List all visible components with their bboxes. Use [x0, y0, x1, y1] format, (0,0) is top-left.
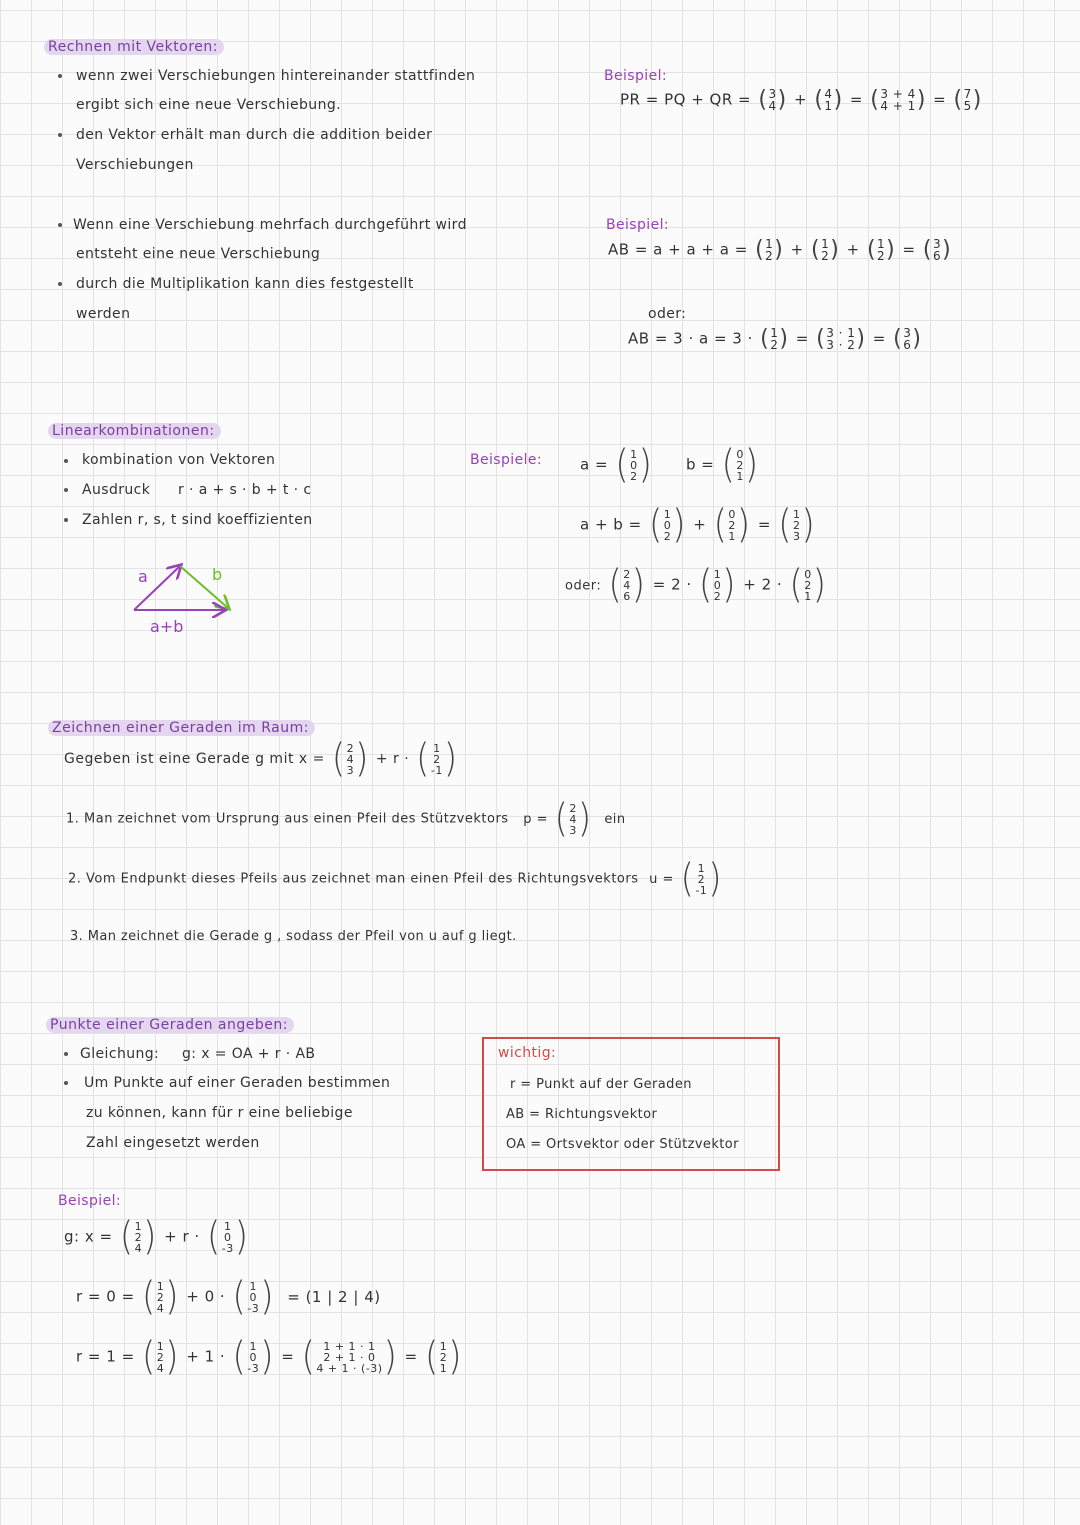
- vector: ( 1 2 4 ): [141, 1274, 179, 1320]
- vector: ( 4 1 ): [814, 86, 843, 113]
- vector: ( 1 2 -1 ): [680, 856, 723, 902]
- bullet: [64, 459, 68, 463]
- vector: ( 7 5 ): [953, 86, 982, 113]
- vector: ( 1 0 -3 ): [232, 1274, 274, 1320]
- heading-linearkombinationen: Linearkombinationen:: [48, 423, 221, 439]
- vector: ( 1 0 2 ): [698, 562, 736, 608]
- important-line: AB = Richtungsvektor: [506, 1107, 658, 1122]
- step-3: 3. Man zeichnet die Gerade g , sodass der Pfeil von u auf g liegt.: [70, 929, 517, 944]
- text-line: kombination von Vektoren: [82, 452, 276, 468]
- vector: ( 1 0 2 ): [648, 502, 686, 548]
- vector: ( 1 0 -3 ): [206, 1214, 249, 1260]
- example-label: Beispiel:: [58, 1193, 121, 1209]
- bullet: [58, 282, 62, 286]
- vector: ( 3 6 ): [893, 325, 922, 352]
- vector: ( 1 2 ): [755, 236, 784, 263]
- examples-label: Beispiele:: [470, 452, 543, 468]
- vector: ( 2 4 6 ): [608, 562, 646, 608]
- vector: ( 1 0 2 ): [615, 442, 653, 488]
- important-line: OA = Ortsvektor oder Stützvektor: [506, 1137, 739, 1152]
- example-multiplication: AB = 3 · a = 3 · ( 1 2 ) = ( 3 · 1 3 · 2 ) = ( 3 6 ): [628, 325, 922, 352]
- important-line: r = Punkt auf der Geraden: [510, 1077, 692, 1092]
- bullet: [58, 223, 62, 227]
- important-title: wichtig:: [498, 1045, 557, 1061]
- vector: ( 1 2 ): [866, 236, 896, 263]
- example-sum: a + b = ( 1 0 2 ) + ( 0 2 1 ) = ( 1 2 3 ): [580, 502, 816, 548]
- example-r1: r = 1 = ( 1 2 4 ) + 1 · ( 1 0 -3 ) = ( 1 + 1 · 1 2 + 1 · 0 4 + 1 · (-3) ) = ( 1 2 1 ): [76, 1334, 462, 1380]
- vector-b-def: b = ( 0 2 1 ): [686, 442, 759, 488]
- text-line: Zahl eingesetzt werden: [86, 1135, 260, 1151]
- vector: ( 3 · 1 3 · 2 ): [816, 325, 866, 352]
- text-line: entsteht eine neue Verschiebung: [76, 246, 321, 262]
- text-line: Gleichung:: [80, 1046, 160, 1062]
- given-line: Gegeben ist eine Gerade g mit x = ( 2 4 3 ) + r · ( 1 2 -1 ): [64, 736, 458, 782]
- example-lhs: PR = PQ + QR =: [620, 90, 752, 109]
- text-line: den Vektor erhält man durch die addition beider: [76, 127, 433, 143]
- equation: g: x = OA + r · AB: [182, 1046, 316, 1062]
- vector-a-def: a = ( 1 0 2 ): [580, 442, 653, 488]
- vector-addition-diagram: [120, 558, 240, 638]
- label-sum: a+b: [150, 617, 184, 636]
- vector: ( 1 2 1 ): [424, 1334, 462, 1380]
- text-line: durch die Multiplikation kann dies festgestellt: [76, 276, 414, 292]
- oder-label: oder:: [648, 306, 687, 322]
- bullet: [64, 488, 68, 492]
- example-r0: r = 0 = ( 1 2 4 ) + 0 · ( 1 0 -3 ) = (1 | 2 | 4): [76, 1274, 381, 1320]
- example-lhs: AB = a + a + a =: [608, 240, 748, 259]
- heading-gerade: Zeichnen einer Geraden im Raum:: [48, 720, 315, 736]
- vector: ( 1 + 1 · 1 2 + 1 · 0 4 + 1 · (-3) ): [301, 1334, 398, 1380]
- vector: ( 1 2 3 ): [778, 502, 816, 548]
- vector: ( 1 2 ): [760, 325, 789, 352]
- expression: r · a + s · b + t · c: [178, 482, 312, 498]
- example-oder: oder: ( 2 4 6 ) = 2 · ( 1 0 2 ) + 2 · ( 0 2 1 ): [565, 562, 827, 608]
- bullet: [64, 518, 68, 522]
- bullet: [64, 1081, 68, 1085]
- vector: ( 3 + 4 4 + 1 ): [870, 86, 926, 113]
- step-2: 2. Vom Endpunkt dieses Pfeils aus zeichnet man einen Pfeil des Richtungsvektors u = ( 1 2 -1 ): [68, 856, 723, 902]
- label-b: b: [212, 565, 223, 584]
- example-label: Beispiel:: [604, 68, 667, 84]
- text-line: zu können, kann für r eine beliebige: [86, 1105, 353, 1121]
- vector: ( 3 6 ): [922, 236, 952, 263]
- bullet: [58, 74, 62, 78]
- bullet: [64, 1052, 68, 1056]
- vector: ( 1 2 ): [811, 236, 840, 263]
- vector: ( 1 0 -3 ): [232, 1334, 274, 1380]
- vector: ( 1 2 4 ): [119, 1214, 157, 1260]
- text-line: Um Punkte auf einer Geraden bestimmen: [84, 1075, 391, 1091]
- example-label: Beispiel:: [606, 217, 669, 233]
- heading-rechnen: Rechnen mit Vektoren:: [44, 39, 224, 55]
- example-multiple-add: AB = a + a + a = ( 1 2 ) + ( 1 2 ) + ( 1 2 ) = ( 3 6 ): [608, 236, 952, 263]
- important-box: [482, 1037, 780, 1171]
- vector: ( 2 4 3 ): [554, 796, 592, 842]
- bullet: [58, 133, 62, 137]
- text-line: werden: [76, 306, 131, 322]
- vector: ( 2 4 3 ): [331, 736, 369, 782]
- vector: ( 3 4 ): [758, 86, 787, 113]
- example-lhs: AB = 3 · a = 3 ·: [628, 329, 753, 348]
- vector: ( 1 2 4 ): [141, 1334, 179, 1380]
- text-line: Zahlen r, s, t sind koeffizienten: [82, 512, 313, 528]
- vector: ( 0 2 1 ): [721, 442, 759, 488]
- text-line: ergibt sich eine neue Verschiebung.: [76, 97, 341, 113]
- text-line: Ausdruck: [82, 482, 151, 498]
- text-line: wenn zwei Verschiebungen hintereinander stattfinden: [76, 68, 476, 84]
- text-line: Wenn eine Verschiebung mehrfach durchgeführt wird: [73, 217, 467, 233]
- vector: ( 1 2 -1 ): [416, 736, 458, 782]
- heading-punkte: Punkte einer Geraden angeben:: [46, 1017, 294, 1033]
- example-line-equation: g: x = ( 1 2 4 ) + r · ( 1 0 -3 ): [64, 1214, 249, 1260]
- example-addition: PR = PQ + QR = ( 3 4 ) + ( 4 1 ) = ( 3 + 4 4 + 1 ) = ( 7 5 ): [620, 86, 982, 113]
- text-line: Verschiebungen: [76, 157, 194, 173]
- vector: ( 0 2 1 ): [713, 502, 751, 548]
- vector: ( 0 2 1 ): [789, 562, 827, 608]
- step-1: 1. Man zeichnet vom Ursprung aus einen Pfeil des Stützvektors p = ( 2 4 3 ) ein: [66, 796, 626, 842]
- label-a: a: [138, 567, 148, 586]
